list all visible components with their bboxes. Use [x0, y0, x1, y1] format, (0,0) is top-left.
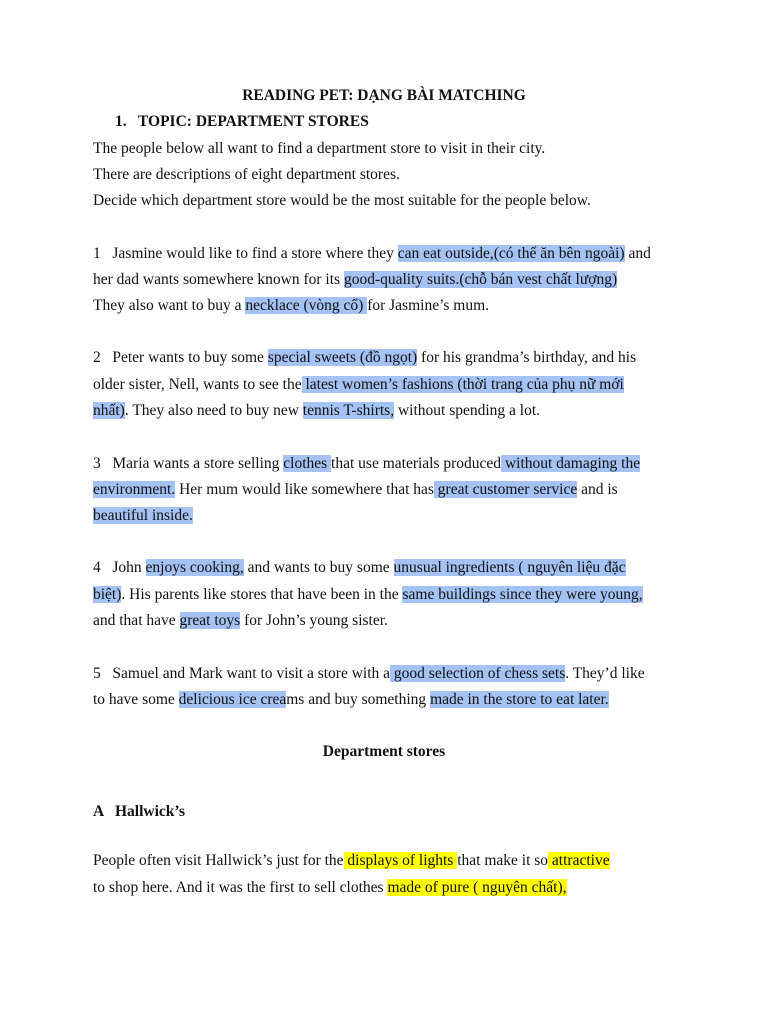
- person-4-line-1: 4 John enjoys cooking, and wants to buy some unusual ingredients ( nguyên liệu đặc: [93, 559, 626, 576]
- person-2-line-1: 2 Peter wants to buy some special sweets (đồ ngọt) for his grandma’s birthday, and his: [93, 349, 637, 366]
- person-3-line-1: 3 Maria wants a store selling clothes that use materials produced without damaging the: [93, 455, 641, 472]
- highlight: enjoys cooking,: [145, 559, 244, 576]
- store-a-line-2: to shop here. And it was the first to sell clothes made of pure ( nguyên chất),: [93, 879, 567, 896]
- stores-heading: Department stores: [322, 743, 446, 760]
- person-1-line-2: her dad wants somewhere known for its good-quality suits.(chỗ bán vest chất lượng): [93, 271, 618, 288]
- highlight: clothes: [283, 455, 332, 472]
- highlight: displays of lights: [343, 852, 458, 869]
- store-a-name: A Hallwick’s: [93, 803, 186, 820]
- highlight: great customer service: [433, 481, 578, 498]
- highlight: made of pure ( nguyên chất),: [387, 879, 567, 896]
- highlight: tennis T-shirts,: [302, 402, 395, 419]
- highlight: without damaging the: [501, 455, 641, 472]
- highlight: made in the store to eat later.: [430, 691, 609, 708]
- person-5-line-1: 5 Samuel and Mark want to visit a store with a good selection of chess sets. They’d like: [93, 665, 645, 682]
- highlight: necklace (vòng cổ): [245, 297, 368, 314]
- highlight: attractive: [548, 852, 610, 869]
- highlight: great toys: [179, 612, 241, 629]
- person-4-line-2: biệt). His parents like stores that have been in the same buildings since they were young,: [93, 586, 643, 603]
- highlight: good-quality suits.(chỗ bán vest chất lượng): [343, 271, 618, 288]
- intro-line-1: The people below all want to find a department store to visit in their city.: [93, 140, 546, 157]
- person-3-line-3: [93, 505, 193, 527]
- person-4-line-3: and that have great toys for John’s young sister.: [93, 612, 388, 629]
- highlight: beautiful inside.: [93, 507, 193, 524]
- person-5-line-2: to have some delicious ice creams and buy something made in the store to eat later.: [93, 691, 609, 708]
- topic-heading: 1. TOPIC: DEPARTMENT STORES: [115, 113, 369, 130]
- highlight: same buildings since they were young,: [402, 586, 643, 603]
- highlight: delicious ice crea: [178, 691, 287, 708]
- highlight: special sweets (đồ ngọt): [267, 349, 418, 366]
- highlight: can eat outside,(có thể ăn bên ngoài): [397, 245, 625, 262]
- highlight: nhất): [93, 402, 125, 419]
- highlight: latest women’s fashions (thời trang của phụ nữ mới: [301, 376, 624, 393]
- intro-line-2: There are descriptions of eight department stores.: [93, 166, 400, 183]
- person-1-line-1: 1 Jasmine would like to find a store where they can eat outside,(có thể ăn bên ngoài) and: [93, 245, 651, 262]
- highlight: unusual ingredients ( nguyên liệu đặc: [393, 559, 626, 576]
- person-2-line-3: nhất). They also need to buy new tennis T-shirts, without spending a lot.: [93, 402, 541, 419]
- highlight: biệt): [93, 586, 122, 603]
- person-3-line-2: environment. Her mum would like somewhere that has great customer service and is: [93, 481, 618, 498]
- person-2-line-2: older sister, Nell, wants to see the latest women’s fashions (thời trang của phụ nữ mới: [93, 376, 624, 393]
- store-a-line-1: People often visit Hallwick’s just for the displays of lights that make it so attractive: [93, 852, 610, 869]
- intro-line-3: Decide which department store would be the most suitable for the people below.: [93, 192, 591, 209]
- highlight: environment.: [93, 481, 176, 498]
- highlight: good selection of chess sets: [390, 665, 566, 682]
- document-title: READING PET: DẠNG BÀI MATCHING: [242, 87, 526, 104]
- person-1-line-3: They also want to buy a necklace (vòng cổ) for Jasmine’s mum.: [93, 297, 490, 314]
